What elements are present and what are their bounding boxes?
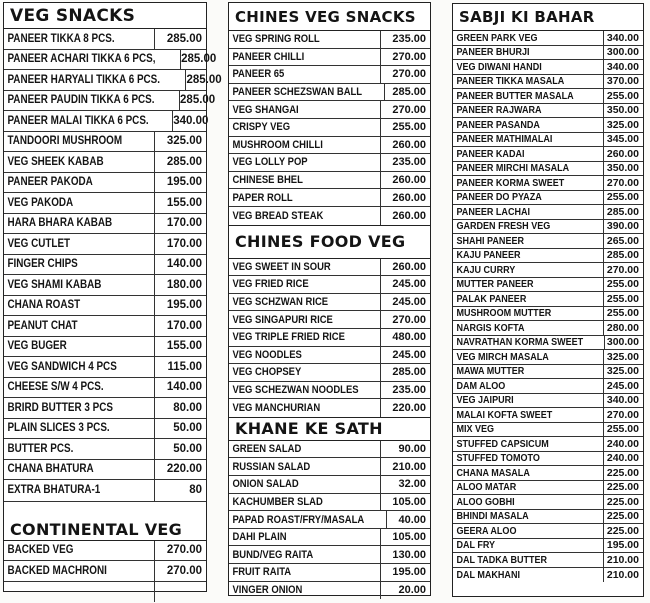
menu-item-price: 245.00 [603,379,643,393]
menu-item-row [4,173,206,194]
menu-item-row [229,458,430,476]
menu-item-row [453,234,643,249]
menu-item-price: 300.00 [604,336,643,350]
menu-item-price: 210.00 [603,568,643,583]
menu-item-row [229,476,430,494]
menu-item-price: 235.00 [380,154,430,171]
menu-item-price: 155.00 [154,193,206,213]
menu-item-row [453,336,643,351]
menu-item-row [453,423,643,438]
menu-item-row [229,399,430,417]
menu-item-price: 225.00 [603,510,643,524]
menu-item-row [453,365,643,380]
menu-item-price: 285.00 [603,249,643,263]
menu-item-price: 345.00 [603,133,643,147]
menu-item-name: VEG SPRING ROLL [232,33,320,46]
menu-item-row [453,524,643,539]
menu-item-name: DAM ALOO [456,379,506,392]
menu-item-name: CHEESE S/W 4 PCS. [7,381,104,394]
menu-item-name: PANEER ACHARI TIKKA 6 PCS, [7,53,156,66]
section-spacer [4,501,206,519]
menu-item-name: PAPER ROLL [232,191,293,204]
menu-item-name: VINGER ONION [232,584,303,597]
menu-item-price: 240.00 [603,437,643,451]
menu-item-row [453,118,643,133]
menu-item-name: BUTTER PCS. [7,442,74,455]
menu-item-price: 255.00 [603,89,643,103]
menu-item-row [453,437,643,452]
menu-item-name: CHANA ROAST [7,299,81,312]
menu-item-row [4,541,206,562]
menu-item-name: BRIRD BUTTER 3 PCS [7,401,113,414]
menu-item-name: BACKED VEG [7,544,74,557]
menu-item-name: ALOO GOBHI [456,495,515,508]
menu-item-row [453,133,643,148]
menu-item-row [4,398,206,419]
menu-item-name: VEG DIWANI HANDI [456,60,542,73]
menu-item-row [4,50,217,71]
menu-item-row [4,439,206,460]
menu-item-row [229,494,430,512]
menu-item-price: 225.00 [603,524,643,538]
menu-item-name: NARGIS KOFTA [456,321,525,334]
menu-item-price: 80.00 [154,398,206,418]
menu-item-row [4,234,206,255]
menu-item-name: STUFFED TOMOTO [456,452,540,465]
menu-item-row [229,189,430,207]
menu-item-price: 170.00 [154,234,206,254]
menu-item-name: RUSSIAN SALAD [232,460,311,473]
menu-item-row [453,466,643,481]
menu-item-price: 285.00 [380,364,430,381]
menu-item-price: 270.00 [603,408,643,422]
menu-item-name: CHINESE BHEL [232,174,303,187]
menu-item-name: PANEER BHURJI [456,46,530,59]
menu-item-row [453,278,643,293]
menu-item-name: MUSHROOM MUTTER [456,307,552,320]
chines-food-veg-list [229,259,430,417]
menu-item-name: PANEER RAJWARA [456,104,542,117]
menu-item-price: 270.00 [603,263,643,277]
menu-item-row [453,46,643,61]
menu-item-price: 105.00 [380,494,430,511]
menu-item-row [453,31,643,46]
menu-item-row [453,510,643,525]
menu-item-price: 300.00 [603,46,643,60]
menu-item-row [229,84,430,102]
menu-item-price: 340.00 [603,60,643,74]
menu-item-name: MUSHROOM CHILLI [232,138,323,151]
menu-item-price: 480.00 [380,329,430,346]
menu-item-name: VEG MIRCH MASALA [456,350,549,363]
menu-item-price: 285.00 [154,29,206,49]
menu-item-name: VEG SINGAPURI RICE [232,313,333,326]
menu-item-row [453,307,643,322]
menu-item-row [229,49,430,67]
menu-item-row [4,316,206,337]
menu-item-name: VEG SHEEK KABAB [7,155,104,168]
menu-item-price: 180.00 [154,275,206,295]
menu-item-price: 225.00 [603,466,643,480]
menu-item-price: 325.00 [603,350,643,364]
menu-item-name: VEG SCHZWAN RICE [232,296,329,309]
menu-item-name: GEERA ALOO [456,524,517,537]
menu-item-name: EXTRA BHATURA-1 [7,484,101,497]
menu-item-row [453,553,643,568]
menu-item-name: VEG CUTLET [7,237,71,250]
section-title-veg-snacks: VEG SNACKS [4,3,206,29]
menu-item-price: 260.00 [603,147,643,161]
menu-item-name: STUFFED CAPSICUM [456,437,549,450]
menu-item-name: PANEER MALAI TIKKA 6 PCS. [7,114,149,127]
menu-item-row [229,276,430,294]
continental-veg-list [4,541,206,603]
menu-item-name: VEG BREAD STEAK [232,209,324,222]
menu-item-name: PANEER BUTTER MASALA [456,89,574,102]
menu-item-name: VEG MANCHURIAN [232,402,321,415]
menu-item-row [4,561,206,582]
menu-item-price: 340.00 [603,394,643,408]
menu-item-price: 20.00 [380,582,430,600]
menu-item-price: 280.00 [603,321,643,335]
menu-item-row [453,350,643,365]
menu-item-name: BUND/VEG RAITA [232,548,314,561]
menu-item-price: 255.00 [603,423,643,437]
menu-item-name: PANEER SCHEZSWAN BALL [232,86,363,99]
menu-item-price: 195.00 [154,296,206,316]
menu-item-price: 390.00 [603,220,643,234]
menu-item-price: 195.00 [154,173,206,193]
menu-item-name: PANEER DO PYAZA [456,191,542,204]
menu-item-row [229,529,430,547]
menu-item-row [453,263,643,278]
menu-item-price: 350.00 [603,104,643,118]
menu-item-row [453,205,643,220]
menu-item-row [4,275,206,296]
menu-item-price: 340.00 [603,31,643,45]
menu-item-price: 270.00 [603,176,643,190]
menu-item-name: PEANUT CHAT [7,319,78,332]
menu-item-row [4,255,206,276]
menu-item-price: 325.00 [154,132,206,152]
menu-item-price: 155.00 [154,337,206,357]
menu-item-price: 260.00 [380,172,430,189]
menu-item-row [229,172,430,190]
menu-item-name: PANEER CHILLI [232,50,305,63]
menu-item-name: FRUIT RAITA [232,566,292,579]
menu-item-name: NAVRATHAN KORMA SWEET [456,336,584,349]
section-title-chines-food-veg: CHINES FOOD VEG [229,225,430,259]
menu-item-name: DAL MAKHANI [456,568,520,581]
menu-item-row [453,495,643,510]
menu-item-price [154,582,206,603]
menu-item-row [453,292,643,307]
menu-item-name: PANEER TIKKA 8 PCS. [7,32,115,45]
menu-item-row [229,119,430,137]
menu-item-name: VEG BUGER [7,340,67,353]
menu-item-name: PANEER HARYALI TIKKA 6 PCS. [7,73,161,86]
menu-item-row [229,564,430,582]
menu-item-name: FINGER CHIPS [7,258,78,271]
menu-item-price: 260.00 [380,137,430,154]
menu-item-name: VEG PAKODA [7,196,74,209]
menu-item-name: BHINDI MASALA [456,510,529,523]
menu-item-row [4,296,206,317]
menu-item-price: 255.00 [603,292,643,306]
menu-item-price: 245.00 [380,347,430,364]
menu-item-price: 285.00 [603,205,643,219]
menu-item-price: 260.00 [380,207,430,225]
menu-item-price: 50.00 [154,439,206,459]
menu-item-name: VEG JAIPURI [456,394,514,407]
menu-item-name: KACHUMBER SLAD [232,495,323,508]
menu-item-price: 285.00 [179,91,219,111]
menu-item-name: MIX VEG [456,423,495,436]
menu-item-row [229,582,430,600]
menu-item-price: 130.00 [380,546,430,563]
menu-item-name: VEG LOLLY POP [232,156,308,169]
menu-item-price: 350.00 [603,162,643,176]
menu-item-name: MALAI KOFTA SWEET [456,408,553,421]
menu-item-name: CHANA MASALA [456,466,530,479]
section-title-sabji-ki-bahar: SABJI KI BAHAR [453,4,643,31]
menu-item-name: PANEER KORMA SWEET [456,176,565,189]
menu-item-name: PANEER PAKODA [7,176,93,189]
menu-item-price: 260.00 [380,189,430,206]
menu-item-row [4,91,216,112]
menu-item-price: 195.00 [603,539,643,553]
menu-item-row [453,408,643,423]
menu-item-price: 285.00 [384,84,430,101]
menu-item-row [229,364,430,382]
menu-item-row [4,337,206,358]
menu-item-price: 270.00 [154,541,206,561]
menu-item-price: 285.00 [154,152,206,172]
menu-item-price: 140.00 [154,255,206,275]
menu-item-row [229,259,430,277]
menu-item-price: 325.00 [603,365,643,379]
menu-item-price: 270.00 [380,101,430,118]
menu-item-price: 255.00 [603,191,643,205]
menu-item-name: TANDOORI MUSHROOM [7,135,123,148]
menu-item-row [453,162,643,177]
menu-item-name: PANEER 65 [232,68,285,81]
menu-item-row [229,137,430,155]
menu-item-row [229,347,430,365]
menu-item-name: ONION SALAD [232,478,299,491]
section-title-continental-veg: CONTINENTAL VEG [4,519,206,541]
menu-item-row [453,481,643,496]
menu-item-price: 225.00 [603,481,643,495]
menu-item-price: 245.00 [380,294,430,311]
menu-item-name: CRISPY VEG [232,121,291,134]
section-title-khane-ke-sath: KHANE KE SATH [229,417,430,441]
menu-item-price: 265.00 [603,234,643,248]
menu-item-name: PLAIN SLICES 3 PCS. [7,422,110,435]
menu-item-name: PANEER KADAI [456,147,525,160]
menu-item-row [229,207,430,225]
menu-item-price: 270.00 [380,49,430,66]
menu-item-price: 80 [154,480,206,501]
menu-item-row [4,111,209,132]
menu-item-row [453,220,643,235]
menu-item-price: 225.00 [603,495,643,509]
menu-item-row [453,176,643,191]
menu-item-row [453,394,643,409]
menu-item-price: 340.00 [172,111,212,131]
menu-item-row [4,480,206,501]
menu-item-row [229,311,430,329]
menu-item-name: VEG SHANGAI [232,103,299,116]
menu-item-price: 115.00 [154,357,206,377]
menu-item-row [453,60,643,75]
menu-item-row [453,452,643,467]
menu-item-row [453,104,643,119]
menu-item-price: 270.00 [380,311,430,328]
menu-item-price: 195.00 [380,564,430,581]
menu-item-price: 220.00 [154,460,206,480]
menu-item-price: 235.00 [380,382,430,399]
menu-item-price: 90.00 [380,441,430,458]
menu-item-name: KAJU PANEER [456,249,521,262]
menu-item-row [4,70,222,91]
menu-item-price: 32.00 [380,476,430,493]
menu-item-row [4,152,206,173]
menu-item-price: 50.00 [154,419,206,439]
menu-column-2 [228,2,431,596]
menu-item-name: VEG FRIED RICE [232,278,309,291]
menu-item-row [4,29,206,50]
menu-item-price: 210.00 [380,458,430,475]
menu-item-row [229,101,430,119]
chines-veg-snacks-list [229,31,430,225]
menu-item-name: VEG SCHEZWAN NOODLES [232,383,359,396]
sabji-ki-bahar-list [453,31,643,582]
menu-item-name: PALAK PANEER [456,292,527,305]
menu-item-price: 220.00 [380,399,430,417]
menu-item-name: PANEER PASANDA [456,118,540,131]
menu-item-row [4,460,206,481]
menu-item-row [4,582,206,603]
menu-item-name: GARDEN FRESH VEG [456,220,551,233]
menu-item-row [453,539,643,554]
section-title-chines-veg-snacks: CHINES VEG SNACKS [229,3,430,31]
khane-ke-sath-list [229,441,430,599]
menu-item-row [4,193,206,214]
menu-item-price: 285.00 [180,50,220,70]
menu-item-row [229,329,430,347]
menu-item-name: VEG SWEET IN SOUR [232,260,331,273]
menu-item-row [4,419,206,440]
menu-item-price: 105.00 [380,529,430,546]
menu-item-row [453,379,643,394]
menu-item-name: PANEER PAUDIN TIKKA 6 PCS. [7,94,155,107]
menu-item-row [453,75,643,90]
menu-item-name: BACKED MACHRONI [7,564,107,577]
menu-item-price: 40.00 [386,511,430,528]
menu-item-name: DAL TADKA BUTTER [456,553,548,566]
menu-item-name: ALOO MATAR [456,481,517,494]
menu-item-price: 245.00 [380,276,430,293]
menu-item-name: VEG SHAMI KABAB [7,278,102,291]
menu-column-3 [452,3,644,597]
menu-column-1 [3,2,222,592]
menu-item-row [453,321,643,336]
menu-item-price: 325.00 [603,118,643,132]
menu-item-price: 260.00 [380,259,430,276]
menu-item-name: PAPAD ROAST/FRY/MASALA [232,513,365,526]
menu-item-name: PANEER MATHIMALAI [456,133,553,146]
menu-item-price: 255.00 [603,278,643,292]
menu-item-price: 270.00 [154,561,206,581]
menu-item-price: 140.00 [154,378,206,398]
menu-item-row [4,378,206,399]
menu-item-price: 210.00 [603,553,643,567]
menu-item-price: 170.00 [154,316,206,336]
menu-item-name: MUTTER PANEER [456,278,534,291]
menu-item-name: PANEER TIKKA MASALA [456,75,565,88]
menu-item-name: MAWA MUTTER [456,365,525,378]
menu-item-name: VEG SANDWICH 4 PCS [7,360,117,373]
menu-item-row [4,214,206,235]
menu-item-name: PANEER LACHAI [456,205,531,218]
menu-item-row [4,132,206,153]
menu-item-price: 285.00 [185,70,225,90]
menu-item-price: 270.00 [380,66,430,83]
menu-item-row [229,382,430,400]
menu-item-row [229,546,430,564]
menu-item-name: VEG TRIPLE FRIED RICE [232,331,345,344]
menu-item-row [229,66,430,84]
menu-item-name: PANEER MIRCHI MASALA [456,162,570,175]
menu-item-price: 255.00 [603,307,643,321]
menu-item-row [4,357,206,378]
menu-item-row [229,511,430,529]
menu-item-price: 240.00 [603,452,643,466]
menu-item-name: GREEN SALAD [232,443,302,456]
menu-item-row [229,154,430,172]
menu-item-name: GREEN PARK VEG [456,31,538,44]
menu-item-row [229,294,430,312]
menu-item-name: DAL FRY [456,539,496,552]
menu-item-name: CHANA BHATURA [7,463,94,476]
menu-item-row [453,568,643,583]
menu-item-row [453,191,643,206]
menu-item-name: DAHI PLAIN [232,531,287,544]
menu-item-name: KAJU CURRY [456,263,516,276]
menu-item-row [229,441,430,459]
menu-item-name: VEG NOODLES [232,348,302,361]
menu-item-row [453,147,643,162]
menu-item-name: HARA BHARA KABAB [7,217,113,230]
veg-snacks-list [4,29,222,501]
menu-item-price: 170.00 [154,214,206,234]
menu-item-row [229,31,430,49]
menu-item-name: SHAHI PANEER [456,234,525,247]
menu-item-row [453,89,643,104]
menu-item-price: 370.00 [603,75,643,89]
menu-item-price: 255.00 [380,119,430,136]
menu-item-price: 235.00 [380,31,430,48]
menu-item-name: VEG CHOPSEY [232,366,302,379]
menu-item-row [453,249,643,264]
